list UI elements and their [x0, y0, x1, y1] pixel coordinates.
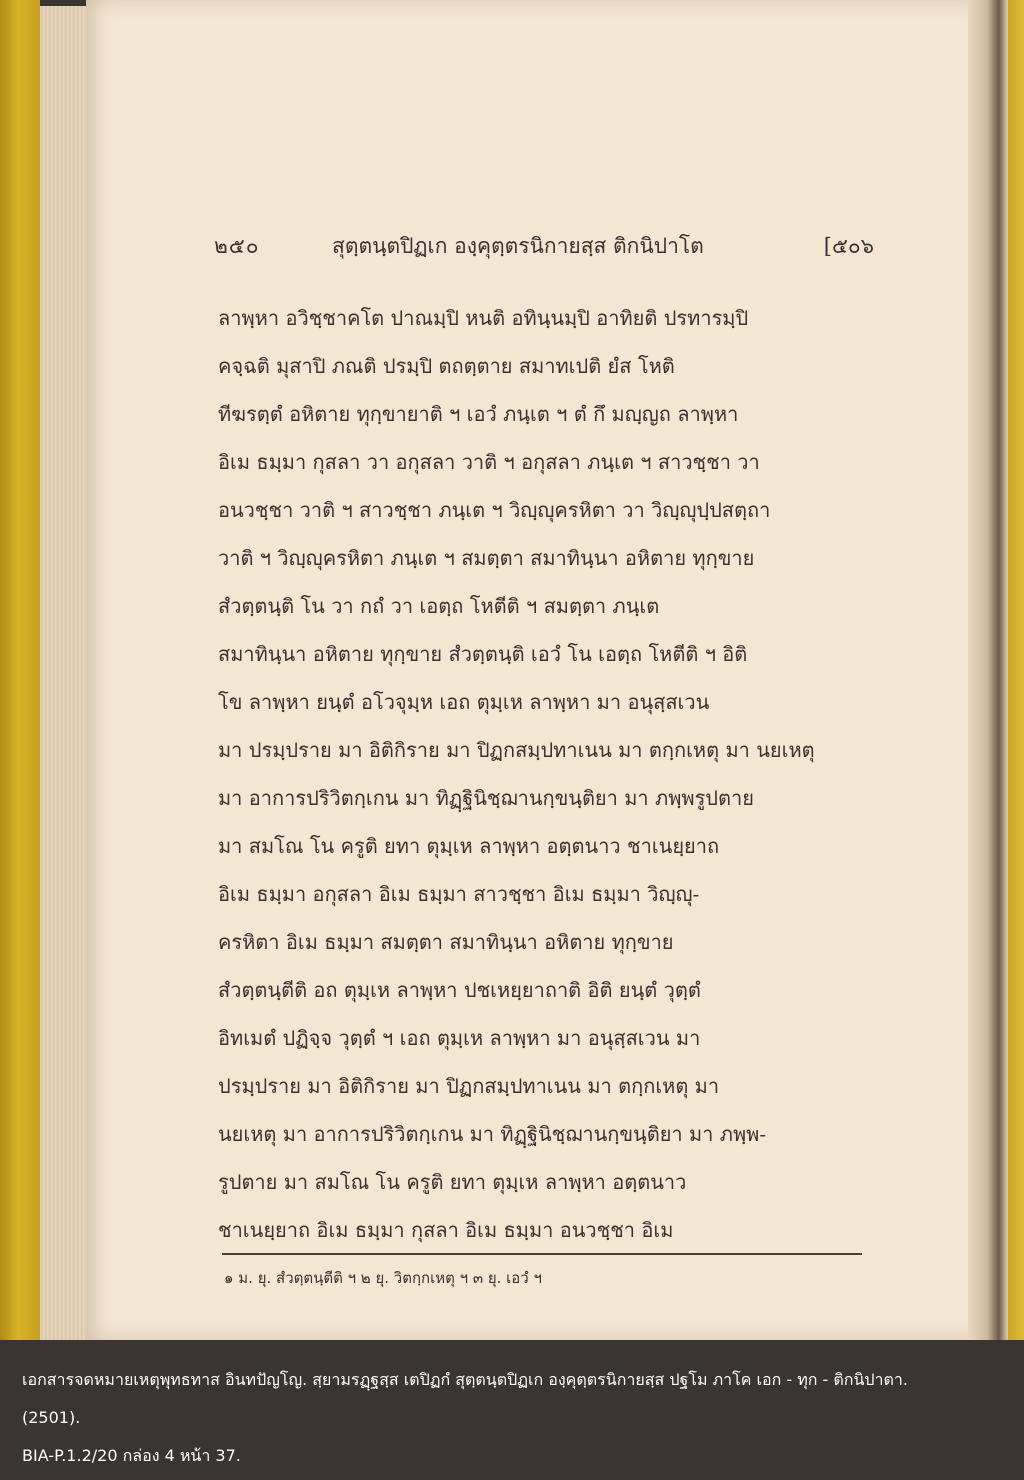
text-line: ชาเนยฺยาถ อิเม ธมฺมา กุสลา อิเม ธมฺมา อนวชฺชา อิเม	[218, 1218, 674, 1242]
footnote-divider	[222, 1253, 862, 1255]
text-line: วาติ ฯ วิญฺญุครหิตา ภนฺเต ฯ สมตฺตา สมาทินฺนา อหิตาย ทุกฺขาย	[218, 546, 755, 570]
text-line: สํวตฺตนฺตีติ อถ ตุมฺเห ลาพฺหา ปชเหยฺยาถาติ อิติ ยนฺตํ วุตฺตํ	[218, 978, 701, 1002]
text-line: ครหิตา อิเม ธมฺมา สมตฺตา สมาทินฺนา อหิตาย ทุกฺขาย	[218, 930, 674, 954]
caption-reference: BIA-P.1.2/20 กล่อง 4 หน้า 37.	[22, 1446, 241, 1465]
book-cover-edge-right	[1008, 0, 1024, 1340]
footnote: ๑ ม. ยุ. สํวตฺตนฺตีติ ฯ ๒ ยุ. วิตกฺกเหตุ ฯ ๓ ยุ. เอวํ ฯ	[224, 1269, 542, 1287]
text-line: นยเหตุ มา อาการปริวิตกฺเกน มา ทิฏฺฐินิชฺฌานกฺขนฺติยา มา ภพฺพ-	[218, 1122, 767, 1146]
page-number: ๒๕๐	[214, 234, 260, 258]
text-line: ปรมฺปราย มา อิติกิราย มา ปิฏกสมฺปทาเนน มา ตกฺกเหตุ มา	[218, 1074, 720, 1098]
caption-title: เอกสารจดหมายเหตุพุทธทาส อินทปัญโญ. สฺยามรฏฺฐสฺส เตปิฏกํ สุตฺตนฺตปิฏเก องฺคุตฺตรนิกายสฺส ปฐโม ภาโค เอก - ทุก - ติกนิปาตา.	[22, 1370, 908, 1389]
text-line: มา อาการปริวิตกฺเกน มา ทิฏฺฐินิชฺฌานกฺขนฺติยา มา ภพฺพรูปตาย	[218, 786, 754, 810]
archive-caption	[0, 1340, 1024, 1480]
text-line: สํวตฺตนฺติ โน วา กถํ วา เอตฺถ โหตีติ ฯ สมตฺตา ภนฺเต	[218, 594, 660, 618]
text-line: รูปตาย มา สมโณ โน ครูติ ยทา ตุมฺเห ลาพฺหา อตฺตนาว	[218, 1170, 687, 1194]
book-cover-edge	[0, 0, 40, 1340]
text-line: มา ปรมฺปราย มา อิติกิราย มา ปิฏกสมฺปทาเนน มา ตกฺกเหตุ มา นยเหตุ	[218, 738, 815, 762]
running-title: สุตฺตนฺตปิฏเก องฺคุตฺตรนิกายสฺส ติกนิปาโต	[332, 234, 704, 258]
section-number: [๕๐๖	[823, 234, 874, 258]
text-line: มา สมโณ โน ครูติ ยทา ตุมฺเห ลาพฺหา อตฺตนาว ชาเนยฺยาถ	[218, 834, 720, 858]
text-line: สมาทินฺนา อหิตาย ทุกฺขาย สํวตฺตนฺติ เอวํ โน เอตฺถ โหตีติ ฯ อิติ	[218, 642, 748, 666]
text-line: อนวชฺชา วาติ ฯ สาวชฺชา ภนฺเต ฯ วิญฺญุครหิตา วา วิญฺญุปฺปสตฺถา	[218, 498, 771, 522]
text-line: คจฺฉติ มุสาปิ ภณติ ปรมฺปิ ตถตฺตาย สมาทเปติ ยํส โหติ	[218, 354, 675, 378]
text-line: ลาพฺหา อวิชฺชาคโต ปาณมฺปิ หนติ อทินฺนมฺปิ อาทิยติ ปรทารมฺปิ	[218, 306, 749, 330]
text-line: ทีฆรตฺตํ อหิตาย ทุกฺขายาติ ฯ เอวํ ภนฺเต ฯ ตํ กึ มญฺญถ ลาพฺหา	[218, 402, 739, 426]
body-text	[218, 298, 868, 1258]
text-line: อิเม ธมฺมา อกุสลา อิเม ธมฺมา สาวชฺชา อิเม ธมฺมา วิญฺญุ-	[218, 882, 700, 906]
text-line: อิทเมตํ ปฏิจฺจ วุตฺตํ ฯ เอถ ตุมฺเห ลาพฺหา มา อนุสฺสเวน มา	[218, 1026, 701, 1050]
text-line: โข ลาพฺหา ยนฺตํ อโวจุมฺห เอถ ตุมฺเห ลาพฺหา มา อนุสฺสเวน	[218, 690, 710, 714]
text-line: อิเม ธมฺมา กุสลา วา อกุสลา วาติ ฯ อกุสลา ภนฺเต ฯ สาวชฺชา วา	[218, 450, 760, 474]
page-header	[214, 226, 874, 260]
caption-year: (2501).	[22, 1408, 81, 1427]
